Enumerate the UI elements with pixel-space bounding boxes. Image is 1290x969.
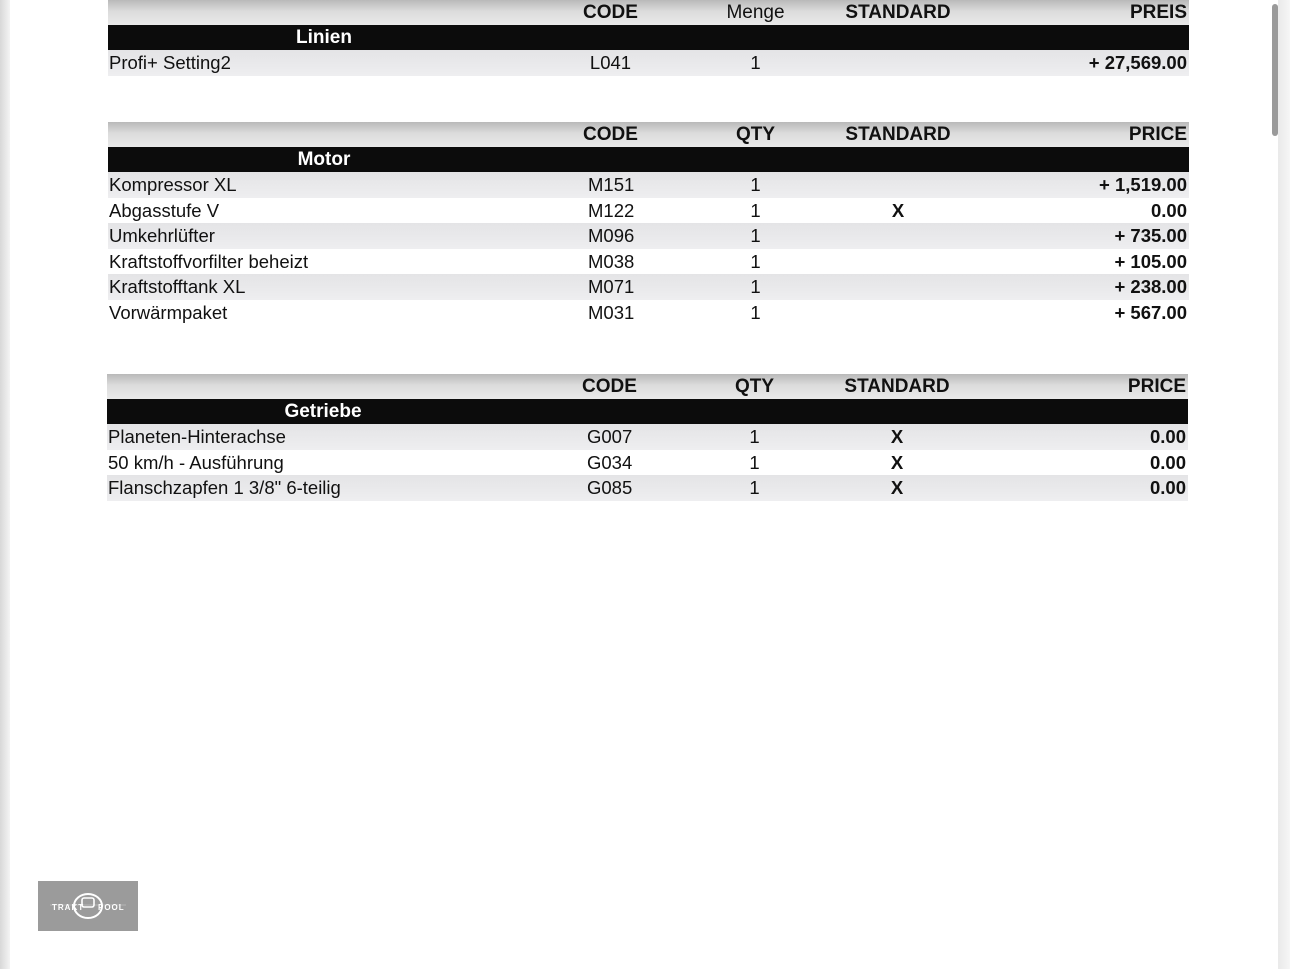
section-title-bar bbox=[108, 147, 1189, 172]
row-code: G034 bbox=[587, 451, 633, 473]
header-standard: STANDARD bbox=[844, 376, 950, 397]
row-qty: 1 bbox=[750, 250, 761, 272]
column-header-row bbox=[107, 374, 1188, 399]
header-standard: STANDARD bbox=[845, 2, 951, 23]
row-code: G085 bbox=[587, 477, 633, 499]
section-motor bbox=[108, 122, 1189, 326]
header-code: CODE bbox=[582, 376, 637, 397]
header-price: PRICE bbox=[1127, 376, 1186, 397]
row-qty: 1 bbox=[750, 225, 761, 247]
section-linien bbox=[108, 0, 1189, 76]
row-standard: X bbox=[890, 451, 904, 473]
row-code: M096 bbox=[588, 225, 635, 247]
section-getriebe bbox=[107, 374, 1188, 501]
header-price: PRICE bbox=[1128, 124, 1187, 145]
table-row bbox=[108, 300, 1189, 326]
table-row bbox=[108, 249, 1189, 275]
table-row bbox=[107, 450, 1188, 476]
table-row bbox=[108, 274, 1189, 300]
column-header-row bbox=[108, 122, 1189, 147]
row-qty: 1 bbox=[750, 52, 761, 73]
table-row bbox=[107, 424, 1188, 450]
row-qty: 1 bbox=[750, 199, 761, 221]
row-name: Kraftstofftank XL bbox=[109, 276, 246, 298]
row-code: L041 bbox=[589, 52, 632, 73]
row-price: + 27,569.00 bbox=[1088, 52, 1187, 73]
header-qty: Menge bbox=[726, 2, 785, 23]
row-price: + 105.00 bbox=[1114, 250, 1187, 272]
row-qty: 1 bbox=[750, 276, 761, 298]
row-name: Vorwärmpaket bbox=[109, 301, 228, 323]
row-price: + 735.00 bbox=[1114, 225, 1187, 247]
table-row bbox=[108, 172, 1189, 198]
header-code: CODE bbox=[583, 124, 638, 145]
table-row bbox=[107, 475, 1188, 501]
row-name: Flanschzapfen 1 3/8" 6-teilig bbox=[108, 477, 341, 499]
header-standard: STANDARD bbox=[845, 124, 951, 145]
row-qty: 1 bbox=[750, 174, 761, 195]
row-price: 0.00 bbox=[1149, 426, 1186, 447]
row-code: M122 bbox=[588, 199, 635, 221]
row-standard: X bbox=[890, 426, 904, 447]
header-code: CODE bbox=[583, 2, 638, 23]
row-price: 0.00 bbox=[1150, 199, 1187, 221]
row-code: M071 bbox=[588, 276, 635, 298]
table-row bbox=[108, 50, 1189, 76]
row-price: + 1,519.00 bbox=[1099, 174, 1187, 195]
section-title-bar bbox=[108, 25, 1189, 50]
row-code: M038 bbox=[588, 250, 635, 272]
row-qty: 1 bbox=[750, 301, 761, 323]
svg-text:POOL: POOL bbox=[98, 903, 125, 912]
scrollbar-track[interactable] bbox=[1278, 0, 1290, 969]
column-header-row bbox=[108, 0, 1189, 25]
watermark-logo-icon bbox=[38, 881, 138, 931]
row-code: M031 bbox=[588, 301, 635, 323]
section-title: Motor bbox=[297, 149, 351, 170]
section-title: Linien bbox=[296, 27, 352, 48]
row-qty: 1 bbox=[749, 426, 760, 447]
header-qty: QTY bbox=[734, 376, 775, 397]
logo-graphic bbox=[38, 881, 138, 931]
row-name: Kraftstoffvorfilter beheizt bbox=[109, 250, 309, 272]
row-price: 0.00 bbox=[1149, 477, 1186, 499]
row-code: M151 bbox=[588, 174, 635, 195]
row-name: Planeten-Hinterachse bbox=[108, 426, 286, 447]
row-standard: X bbox=[890, 477, 904, 499]
header-price: PREIS bbox=[1129, 2, 1187, 23]
section-title: Getriebe bbox=[284, 401, 362, 422]
row-name: Umkehrlüfter bbox=[109, 225, 215, 247]
row-name: Profi+ Setting2 bbox=[109, 52, 231, 73]
row-price: + 238.00 bbox=[1114, 276, 1187, 298]
row-price: + 567.00 bbox=[1114, 301, 1187, 323]
svg-text:TRAKT: TRAKT bbox=[52, 903, 85, 912]
table-row bbox=[108, 198, 1189, 224]
row-qty: 1 bbox=[749, 477, 760, 499]
table-row bbox=[108, 223, 1189, 249]
row-standard: X bbox=[891, 199, 905, 221]
row-price: 0.00 bbox=[1149, 451, 1186, 473]
header-qty: QTY bbox=[735, 124, 776, 145]
page-left-edge bbox=[0, 0, 10, 969]
row-name: 50 km/h - Ausführung bbox=[108, 451, 284, 473]
section-title-bar bbox=[107, 399, 1188, 424]
row-qty: 1 bbox=[749, 451, 760, 473]
row-name: Kompressor XL bbox=[109, 174, 237, 195]
scrollbar-thumb[interactable] bbox=[1272, 4, 1278, 136]
row-name: Abgasstufe V bbox=[109, 199, 220, 221]
row-code: G007 bbox=[587, 426, 633, 447]
